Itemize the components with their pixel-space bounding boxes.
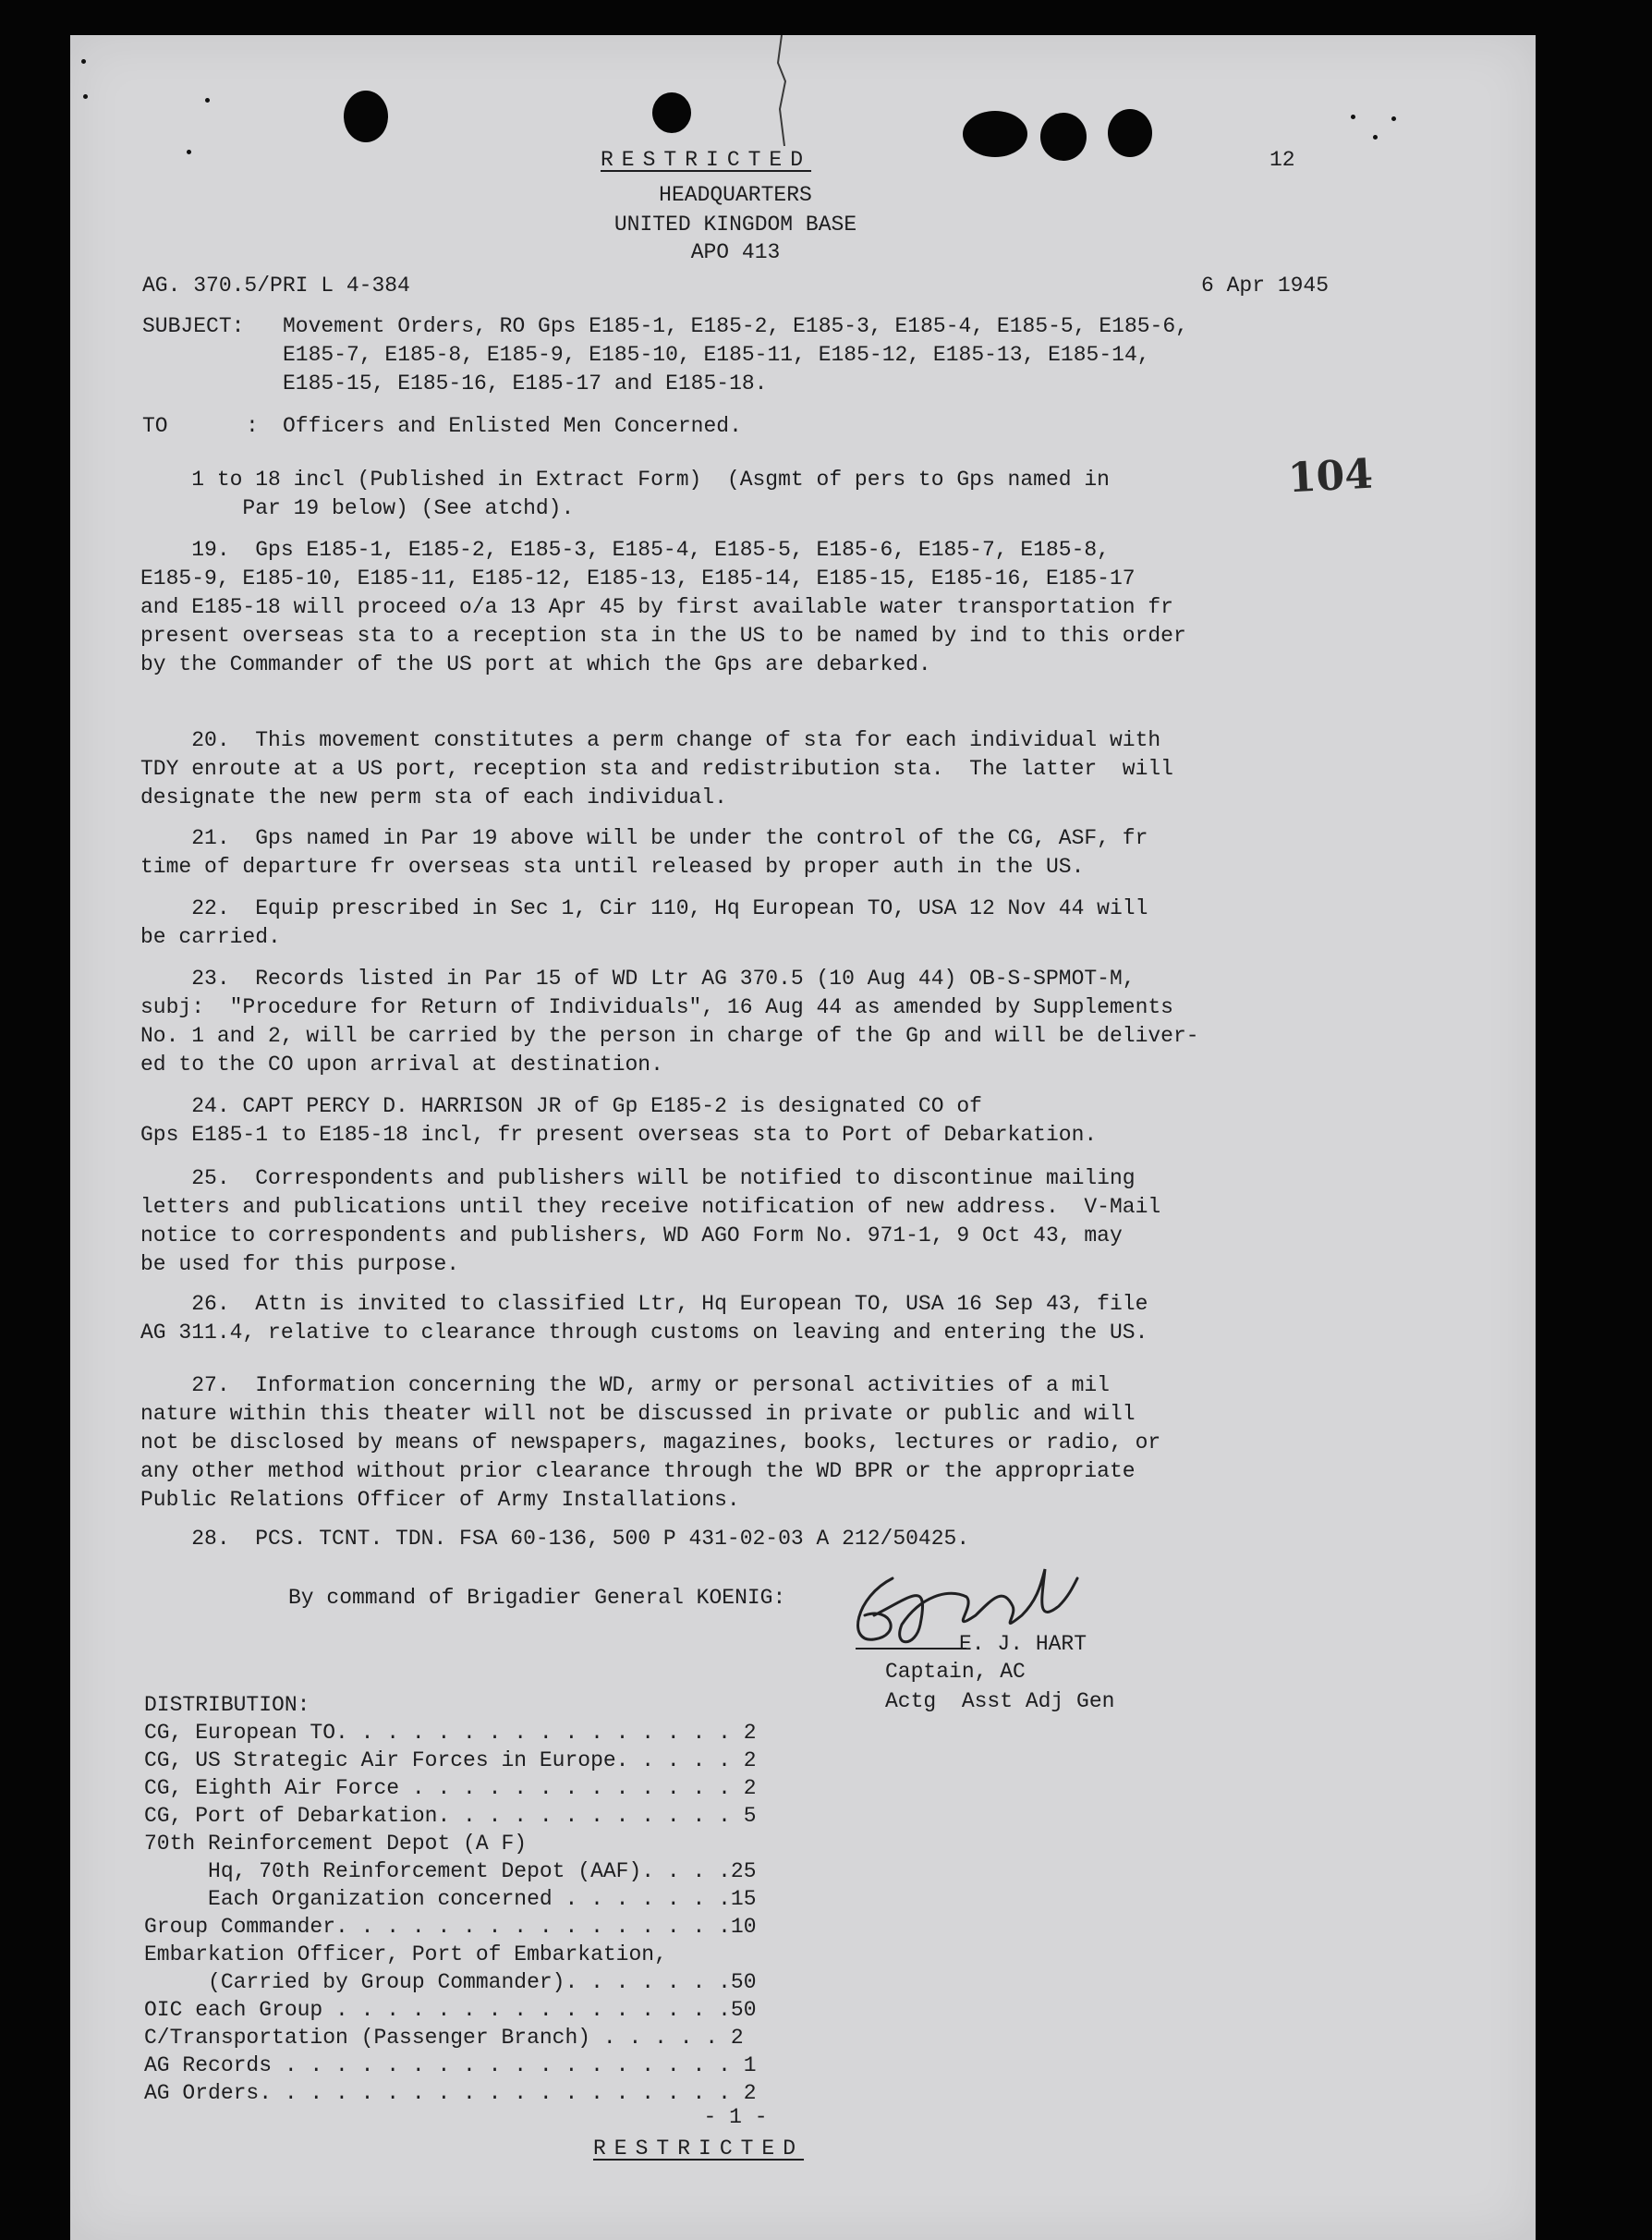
paragraph-line: be carried. bbox=[140, 925, 281, 949]
page-marker: - 1 - bbox=[703, 2105, 768, 2129]
paragraph-line: 22. Equip prescribed in Sec 1, Cir 110, Hq European TO, USA 12 Nov 44 will bbox=[140, 896, 1148, 920]
command-line: By command of Brigadier General KOENIG: bbox=[288, 1586, 786, 1610]
distribution-line: AG Records . . . . . . . . . . . . . . . . . . 1 bbox=[144, 2053, 757, 2077]
paragraph-25 bbox=[140, 1164, 1415, 1279]
paper-crease bbox=[754, 35, 809, 146]
speck bbox=[187, 150, 191, 154]
org-apo: APO 413 bbox=[690, 240, 781, 264]
paragraph-line: be used for this purpose. bbox=[140, 1252, 460, 1276]
paragraph-line: 28. PCS. TCNT. TDN. FSA 60-136, 500 P 431-02-03 A 212/50425. bbox=[140, 1527, 970, 1551]
paragraph-line: ed to the CO upon arrival at destination. bbox=[140, 1053, 663, 1077]
to-label: TO bbox=[142, 414, 168, 438]
paragraph-27 bbox=[140, 1371, 1415, 1515]
distribution-heading: DISTRIBUTION: bbox=[144, 1693, 310, 1717]
signature-title: Actg Asst Adj Gen bbox=[885, 1689, 1115, 1713]
paragraph-24 bbox=[140, 1092, 1415, 1150]
distribution-line: Each Organization concerned . . . . . . .15 bbox=[144, 1887, 757, 1911]
classification-bottom: RESTRICTED bbox=[593, 2137, 805, 2161]
paragraph-21 bbox=[140, 824, 1415, 882]
subject-line: E185-15, E185-16, E185-17 and E185-18. bbox=[283, 371, 768, 396]
signature-name: E. J. HART bbox=[959, 1632, 1087, 1656]
paragraph-line: 21. Gps named in Par 19 above will be under the control of the CG, ASF, fr bbox=[140, 826, 1148, 850]
distribution-line: 70th Reinforcement Depot (A F) bbox=[144, 1832, 528, 1856]
distribution-line: (Carried by Group Commander). . . . . . .50 bbox=[144, 1970, 757, 1994]
paragraph-line: subj: "Procedure for Return of Individuals", 16 Aug 44 as amended by Supplements bbox=[140, 995, 1173, 1019]
distribution-line: Group Commander. . . . . . . . . . . . . . . .10 bbox=[144, 1915, 757, 1939]
paragraph-26 bbox=[140, 1290, 1415, 1347]
distribution-line: AG Orders. . . . . . . . . . . . . . . . . . . 2 bbox=[144, 2081, 757, 2105]
speck bbox=[1391, 116, 1396, 121]
file-reference: AG. 370.5/PRI L 4-384 bbox=[142, 274, 410, 298]
paragraph-20 bbox=[140, 726, 1415, 812]
paragraph-line: designate the new perm sta of each individual. bbox=[140, 785, 727, 810]
paragraph-line: Gps E185-1 to E185-18 incl, fr present overseas sta to Port of Debarkation. bbox=[140, 1123, 1098, 1147]
paragraph-line: E185-9, E185-10, E185-11, E185-12, E185-13, E185-14, E185-15, E185-16, E185-17 bbox=[140, 566, 1136, 590]
paragraph-line: 25. Correspondents and publishers will be notified to discontinue mailing bbox=[140, 1166, 1136, 1190]
document-date: 6 Apr 1945 bbox=[1201, 274, 1330, 298]
subject-line: Movement Orders, RO Gps E185-1, E185-2, E185-3, E185-4, E185-5, E185-6, bbox=[283, 314, 1188, 338]
distribution-line: CG, US Strategic Air Forces in Europe. . . . . 2 bbox=[144, 1748, 757, 1772]
paragraph-line: 24. CAPT PERCY D. HARRISON JR of Gp E185-2 is designated CO of bbox=[140, 1094, 982, 1118]
paragraph-line: not be disclosed by means of newspapers, magazines, books, lectures or radio, or bbox=[140, 1430, 1161, 1455]
paragraph-22 bbox=[140, 895, 1415, 952]
paragraph-line: and E185-18 will proceed o/a 13 Apr 45 by first available water transportation fr bbox=[140, 595, 1173, 619]
paragraph-line: Public Relations Officer of Army Installations. bbox=[140, 1488, 740, 1512]
paragraph-1-18 bbox=[140, 466, 1415, 523]
speck bbox=[83, 94, 88, 99]
punch-hole-right-1 bbox=[963, 111, 1027, 157]
paragraph-line: 26. Attn is invited to classified Ltr, Hq European TO, USA 16 Sep 43, file bbox=[140, 1292, 1148, 1316]
paragraph-line: 1 to 18 incl (Published in Extract Form) (Asgmt of pers to Gps named in bbox=[140, 468, 1110, 492]
distribution-line: OIC each Group . . . . . . . . . . . . . . . .50 bbox=[144, 1998, 757, 2022]
paragraph-line: 20. This movement constitutes a perm change of sta for each individual with bbox=[140, 728, 1161, 752]
speck bbox=[205, 98, 210, 103]
distribution-line: CG, Port of Debarkation. . . . . . . . . . . . 5 bbox=[144, 1804, 757, 1828]
distribution-line: CG, Eighth Air Force . . . . . . . . . . . . . 2 bbox=[144, 1776, 757, 1800]
distribution-line: C/Transportation (Passenger Branch) . . . . . 2 bbox=[144, 2026, 744, 2050]
paragraph-line: TDY enroute at a US port, reception sta and redistribution sta. The latter will bbox=[140, 757, 1173, 781]
paragraph-23 bbox=[140, 965, 1415, 1079]
paragraph-line: No. 1 and 2, will be carried by the person in charge of the Gp and will be deliver- bbox=[140, 1024, 1199, 1048]
paragraph-line: present overseas sta to a reception sta in the US to be named by ind to this order bbox=[140, 624, 1186, 648]
paragraph-line: notice to correspondents and publishers, WD AGO Form No. 971-1, 9 Oct 43, may bbox=[140, 1223, 1123, 1248]
paragraph-line: by the Commander of the US port at which the Gps are debarked. bbox=[140, 652, 931, 676]
paragraph-line: AG 311.4, relative to clearance through customs on leaving and entering the US. bbox=[140, 1321, 1148, 1345]
punch-hole-right-3 bbox=[1108, 109, 1152, 157]
to-recipients: Officers and Enlisted Men Concerned. bbox=[283, 414, 742, 438]
org-headquarters: HEADQUARTERS bbox=[659, 183, 812, 207]
to-colon: : bbox=[246, 414, 259, 438]
classification-top: RESTRICTED bbox=[601, 148, 812, 172]
org-base: UNITED KINGDOM BASE bbox=[613, 213, 857, 237]
page-number: 12 bbox=[1269, 148, 1295, 172]
distribution-line: Embarkation Officer, Port of Embarkation, bbox=[144, 1942, 667, 1966]
paragraph-28 bbox=[140, 1525, 1415, 1553]
paragraph-line: Par 19 below) (See atchd). bbox=[140, 496, 575, 520]
handwritten-number: 104 bbox=[1286, 450, 1375, 503]
paragraph-line: any other method without prior clearance through the WD BPR or the appropriate bbox=[140, 1459, 1136, 1483]
speck bbox=[1373, 135, 1378, 140]
distribution-line: CG, European TO. . . . . . . . . . . . . . . . 2 bbox=[144, 1721, 757, 1745]
paragraph-line: 27. Information concerning the WD, army or personal activities of a mil bbox=[140, 1373, 1110, 1397]
signature-rank: Captain, AC bbox=[885, 1660, 1026, 1684]
distribution-line: Hq, 70th Reinforcement Depot (AAF). . . .25 bbox=[144, 1859, 757, 1883]
paragraph-line: 23. Records listed in Par 15 of WD Ltr AG 370.5 (10 Aug 44) OB-S-SPMOT-M, bbox=[140, 967, 1136, 991]
punch-hole-left bbox=[344, 91, 388, 142]
paragraph-line: nature within this theater will not be discussed in private or public and will bbox=[140, 1402, 1136, 1426]
speck bbox=[81, 59, 86, 64]
subject-label: SUBJECT: bbox=[142, 314, 245, 338]
paragraph-line: letters and publications until they receive notification of new address. V-Mail bbox=[140, 1195, 1161, 1219]
paragraph-line: 19. Gps E185-1, E185-2, E185-3, E185-4, E185-5, E185-6, E185-7, E185-8, bbox=[140, 538, 1110, 562]
punch-hole-center bbox=[652, 92, 691, 133]
punch-hole-right-2 bbox=[1040, 113, 1087, 161]
document-page bbox=[70, 35, 1536, 2240]
paragraph-line: time of departure fr overseas sta until released by proper auth in the US. bbox=[140, 855, 1085, 879]
speck bbox=[1351, 115, 1355, 119]
subject-line: E185-7, E185-8, E185-9, E185-10, E185-11, E185-12, E185-13, E185-14, bbox=[283, 343, 1150, 367]
paragraph-19 bbox=[140, 536, 1415, 679]
